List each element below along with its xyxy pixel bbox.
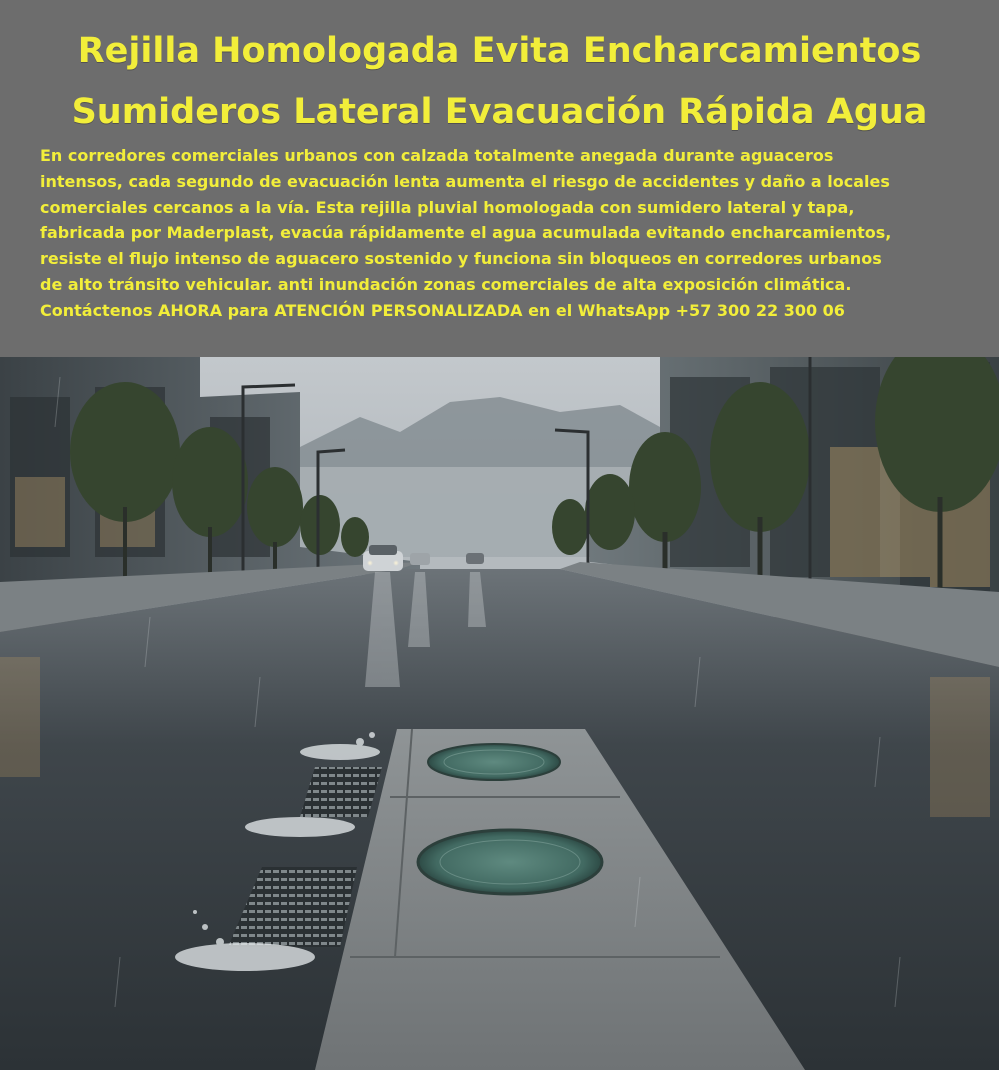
description-line: comerciales cercanos a la vía. Esta rejilla pluvial homologada con sumidero lateral y tapa, (40, 197, 855, 217)
header-banner (0, 0, 999, 357)
description-line: fabricada por Maderplast, evacúa rápidamente el agua acumulada evitando encharcamientos, (40, 223, 892, 243)
car (466, 553, 484, 564)
car (410, 553, 430, 565)
title-line-1: Rejilla Homologada Evita Encharcamientos (77, 31, 922, 71)
car (363, 545, 403, 571)
description-line: En corredores comerciales urbanos con calzada totalmente anegada durante aguaceros (40, 146, 834, 165)
description-line: de alto tránsito vehicular. anti inundación zonas comerciales de alta exposición climática. (40, 274, 852, 294)
description-paragraph (40, 143, 980, 324)
title-line-2: Sumideros Lateral Evacuación Rápida Agua (71, 92, 928, 132)
street-rain-photo (0, 357, 999, 1070)
contact-line: Contáctenos AHORA para ATENCIÓN PERSONALIZADA en el WhatsApp +57 300 22 300 06 (40, 300, 845, 320)
description-line: resiste el flujo intenso de aguacero sostenido y funciona sin bloqueos en corredores urbanos (40, 249, 882, 269)
description-line: intensos, cada segundo de evacuación lenta aumenta el riesgo de accidentes y daño a locales (40, 171, 890, 191)
manhole-cover (428, 744, 560, 780)
